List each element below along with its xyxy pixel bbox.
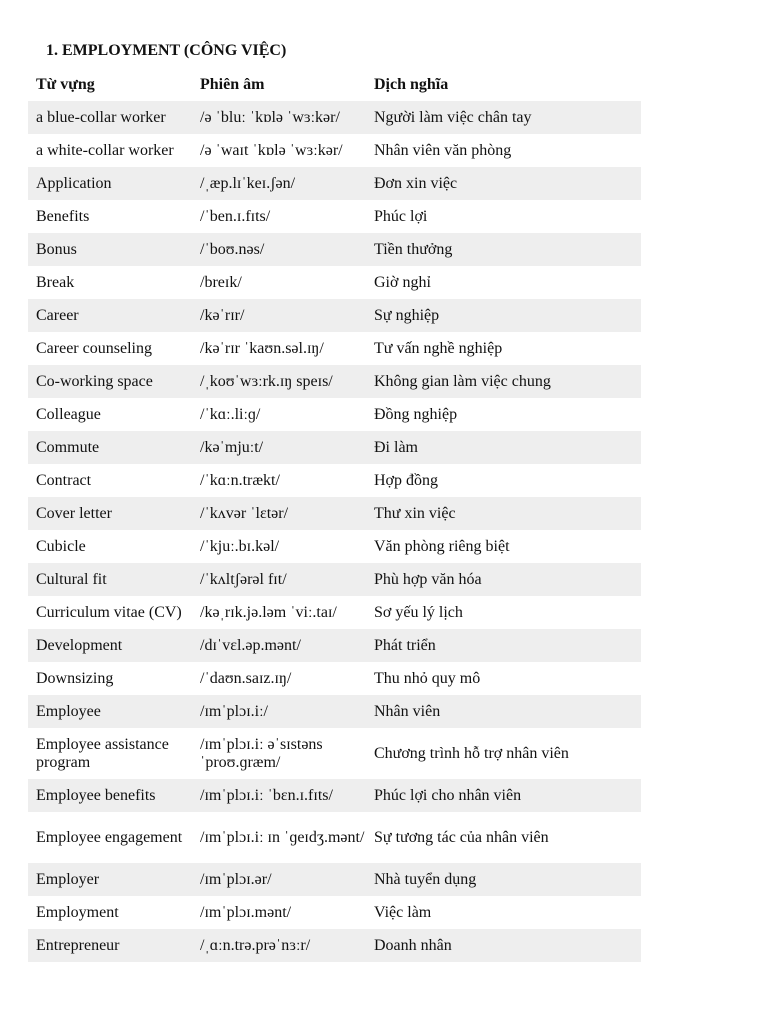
table-row (28, 200, 641, 233)
table-row (28, 398, 641, 431)
cell-meaning: Việc làm (374, 903, 432, 921)
table-row (28, 233, 641, 266)
cell-meaning: Phù hợp văn hóa (366, 563, 641, 596)
table-row (28, 695, 641, 728)
cell-pronunciation: /ˈboʊ.nəs/ (192, 233, 366, 266)
cell-meaning: Nhà tuyển dụng (366, 863, 641, 896)
cell-meaning: Tư vấn nghề nghiệp (374, 339, 503, 357)
cell-meaning: Thu nhỏ quy mô (374, 669, 481, 687)
cell-word: Employee assistance program (36, 735, 169, 771)
cell-meaning: Tiền thưởng (366, 233, 641, 266)
cell-pronunciation: /kəˈmjuːt/ (192, 431, 366, 464)
cell-word: Employee (28, 695, 192, 728)
table-row (28, 497, 641, 530)
cell-pronunciation: /ˈkɑːn.trækt/ (200, 471, 280, 489)
cell-word: Employer (28, 863, 192, 896)
cell-pronunciation: /ˈdaʊn.saɪz.ɪŋ/ (200, 669, 292, 687)
cell-word: Commute (28, 431, 192, 464)
cell-meaning: Doanh nhân (366, 929, 641, 962)
cell-word: Benefits (36, 207, 90, 225)
cell-word: Cubicle (36, 537, 86, 555)
cell-pronunciation: /ˌɑːn.trə.prəˈnɜːr/ (192, 929, 366, 962)
section-title: 1. EMPLOYMENT (CÔNG VIỆC) (46, 42, 287, 59)
cell-meaning: Phát triển (366, 629, 641, 662)
cell-pronunciation: /ˈkjuː.bɪ.kəl/ (200, 537, 280, 555)
table-row (28, 728, 641, 779)
table-row (28, 662, 641, 695)
header-meaning: Dịch nghĩa (374, 75, 449, 93)
cell-pronunciation: /ˈkʌvər ˈlɛtər/ (192, 497, 366, 530)
table-row (28, 365, 641, 398)
cell-pronunciation: /ɪmˈplɔɪ.mənt/ (200, 903, 292, 921)
cell-word: a blue-collar worker (28, 101, 192, 134)
cell-meaning: Sơ yếu lý lịch (374, 603, 463, 621)
cell-meaning: Phúc lợi (374, 207, 428, 225)
cell-pronunciation: /dɪˈvɛl.əp.mənt/ (192, 629, 366, 662)
cell-pronunciation: /ˌæp.lɪˈkeɪ.ʃən/ (192, 167, 366, 200)
cell-pronunciation: /ɪmˈplɔɪ.iː əˈsɪstəns ˈproʊ.ɡræm/ (200, 735, 323, 771)
cell-word: Cultural fit (28, 563, 192, 596)
cell-meaning: Thư xin việc (366, 497, 641, 530)
table-row (28, 530, 641, 563)
cell-meaning: Nhân viên văn phòng (374, 141, 512, 159)
cell-pronunciation: /ə ˈwaɪt ˈkɒlə ˈwɜːkər/ (200, 141, 343, 159)
table-row (28, 779, 641, 812)
cell-pronunciation: /ə ˈbluː ˈkɒlə ˈwɜːkər/ (192, 101, 366, 134)
table-row (28, 929, 641, 962)
cell-pronunciation: /ɪmˈplɔɪ.ər/ (192, 863, 366, 896)
cell-word: Career (28, 299, 192, 332)
cell-meaning: Người làm việc chân tay (366, 101, 641, 134)
cell-word: Development (28, 629, 192, 662)
table-row (28, 863, 641, 896)
table-row (28, 596, 641, 629)
cell-pronunciation: /ˈben.ɪ.fɪts/ (200, 207, 271, 225)
cell-pronunciation: /kəˈrɪr/ (192, 299, 366, 332)
cell-pronunciation: /ˌkoʊˈwɜːrk.ɪŋ speɪs/ (192, 365, 366, 398)
cell-word: Employee benefits (28, 779, 192, 812)
cell-meaning: Giờ nghỉ (374, 273, 431, 291)
cell-pronunciation: /kəˈrɪr ˈkaʊn.səl.ɪŋ/ (200, 339, 324, 357)
cell-word: Colleague (36, 405, 101, 423)
vocabulary-table (28, 68, 641, 962)
cell-meaning: Đơn xin việc (366, 167, 641, 200)
cell-meaning: Phúc lợi cho nhân viên (366, 779, 641, 812)
table-row (28, 101, 641, 134)
cell-meaning: Chương trình hỗ trợ nhân viên (374, 744, 569, 762)
table-row (28, 167, 641, 200)
table-row (28, 812, 641, 863)
cell-pronunciation: /ɪmˈplɔɪ.iː/ (192, 695, 366, 728)
cell-meaning: Sự nghiệp (366, 299, 641, 332)
cell-meaning: Đồng nghiệp (374, 405, 458, 423)
cell-word: Bonus (28, 233, 192, 266)
cell-word: Co-working space (28, 365, 192, 398)
cell-word: a white-collar worker (36, 141, 174, 159)
table-row (28, 629, 641, 662)
table-row (28, 134, 641, 167)
cell-word: Curriculum vitae (CV) (36, 603, 182, 621)
cell-pronunciation: /ˈkʌltʃərəl fɪt/ (192, 563, 366, 596)
cell-pronunciation: /ɪmˈplɔɪ.iː ˈbɛn.ɪ.fɪts/ (192, 779, 366, 812)
cell-word: Cover letter (28, 497, 192, 530)
table-row (28, 299, 641, 332)
cell-word: Contract (36, 471, 92, 489)
cell-meaning: Không gian làm việc chung (366, 365, 641, 398)
cell-pronunciation: /ˈkɑː.liːɡ/ (200, 405, 261, 423)
cell-word: Career counseling (36, 339, 152, 357)
table-row (28, 896, 641, 929)
cell-word: Employment (36, 903, 119, 921)
cell-meaning: Hợp đồng (374, 471, 439, 489)
header-pronunciation: Phiên âm (200, 75, 265, 93)
cell-word: Entrepreneur (28, 929, 192, 962)
table-header-row (28, 68, 641, 101)
table-body (28, 101, 641, 962)
cell-word: Application (28, 167, 192, 200)
table-row (28, 563, 641, 596)
table-row (28, 464, 641, 497)
cell-pronunciation: /ɪmˈplɔɪ.iː ɪn ˈɡeɪdʒ.mənt/ (200, 828, 365, 846)
cell-meaning: Đi làm (366, 431, 641, 464)
cell-pronunciation: /breɪk/ (200, 273, 242, 291)
cell-word: Employee engagement (36, 828, 183, 846)
cell-pronunciation: /kəˌrɪk.jə.ləm ˈviː.taɪ/ (200, 603, 337, 621)
table-row (28, 431, 641, 464)
cell-meaning: Sự tương tác của nhân viên (374, 828, 549, 846)
cell-word: Break (36, 273, 75, 291)
cell-word: Downsizing (36, 669, 114, 687)
cell-meaning: Nhân viên (366, 695, 641, 728)
header-word: Từ vựng (36, 75, 95, 93)
cell-meaning: Văn phòng riêng biệt (374, 537, 510, 555)
table-row (28, 266, 641, 299)
table-row (28, 332, 641, 365)
